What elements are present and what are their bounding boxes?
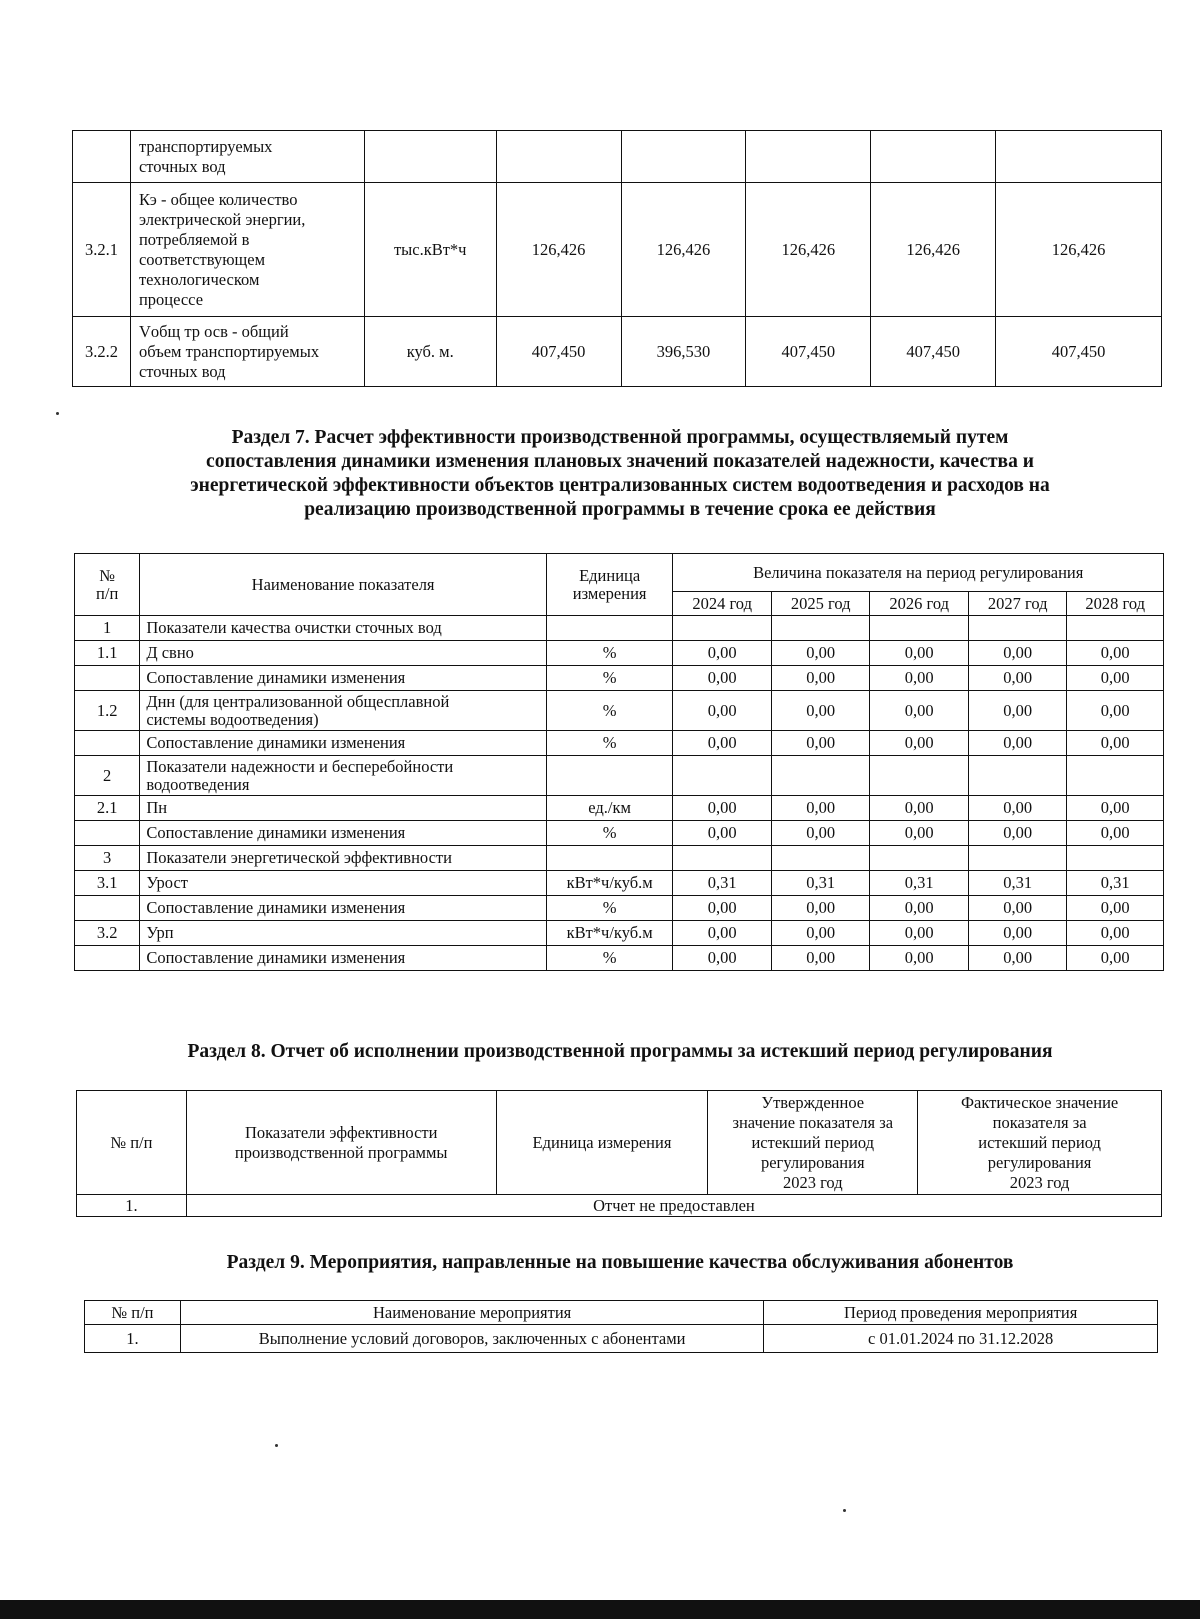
s8-header-approved-line: Утвержденное bbox=[761, 1092, 865, 1112]
row-value: 126,426 bbox=[496, 183, 621, 317]
row-unit: % bbox=[546, 731, 673, 756]
row-value bbox=[771, 846, 870, 871]
row-name bbox=[140, 921, 547, 946]
row-name-line: Показатели энергетической эффективности bbox=[146, 848, 452, 867]
row-name-line: технологическом bbox=[138, 269, 260, 289]
section7-title-line: энергетической эффективности объектов централизованных систем водоотведения и расходов на bbox=[190, 475, 1050, 496]
row-value: 0,31 bbox=[673, 871, 772, 896]
row-name bbox=[140, 641, 547, 666]
table-row bbox=[75, 731, 1164, 756]
s8-header-name bbox=[186, 1091, 496, 1195]
row-value: 0,00 bbox=[968, 666, 1067, 691]
row-value bbox=[1067, 756, 1164, 796]
row-unit: % bbox=[546, 821, 673, 846]
header-unit bbox=[546, 554, 673, 616]
row-value: 0,00 bbox=[870, 896, 969, 921]
header-year: 2027 год bbox=[968, 592, 1067, 616]
row-name bbox=[140, 731, 547, 756]
header-num-line: № bbox=[99, 565, 116, 585]
scan-edge-bar bbox=[0, 1600, 1200, 1619]
row-value: 126,426 bbox=[996, 183, 1162, 317]
row-value: 407,450 bbox=[871, 317, 996, 387]
row-value: 0,00 bbox=[771, 946, 870, 971]
row-num: 2 bbox=[75, 756, 140, 796]
section9-title: Раздел 9. Мероприятия, направленные на повышение качества обслуживания абонентов bbox=[226, 1252, 1014, 1273]
row-value bbox=[996, 131, 1162, 183]
row-num: 3.2.1 bbox=[73, 183, 131, 317]
s8-header-approved-line: 2023 год bbox=[782, 1172, 843, 1192]
table-row bbox=[75, 691, 1164, 731]
row-name-line: Показатели качества очистки сточных вод bbox=[146, 618, 442, 637]
s8-header-approved-line: истекший период bbox=[751, 1132, 875, 1152]
row-value: 407,450 bbox=[496, 317, 621, 387]
scan-speck bbox=[275, 1444, 278, 1447]
section7-table bbox=[74, 553, 1164, 971]
row-unit: кВт*ч/куб.м bbox=[546, 871, 673, 896]
header-period: Величина показателя на период регулирования bbox=[673, 554, 1164, 592]
table-row bbox=[73, 183, 1162, 317]
section8-table bbox=[76, 1090, 1162, 1217]
section9-table bbox=[84, 1300, 1158, 1353]
row-name bbox=[140, 756, 547, 796]
row-num bbox=[75, 896, 140, 921]
row-name-line: Кэ - общее количество bbox=[138, 189, 298, 209]
row-num: 3 bbox=[75, 846, 140, 871]
row-num: 3.2.2 bbox=[73, 317, 131, 387]
row-value: 0,00 bbox=[870, 731, 969, 756]
row-name-line: Сопоставление динамики изменения bbox=[146, 733, 406, 752]
row-num: 2.1 bbox=[75, 796, 140, 821]
row-num: 1.2 bbox=[75, 691, 140, 731]
row-name-line: Урп bbox=[146, 923, 174, 942]
s8-row-num: 1. bbox=[77, 1195, 187, 1217]
row-num: 1.1 bbox=[75, 641, 140, 666]
row-name bbox=[130, 183, 364, 317]
row-value: 0,00 bbox=[968, 921, 1067, 946]
row-unit bbox=[546, 756, 673, 796]
row-value: 0,00 bbox=[673, 946, 772, 971]
row-name-line: Показатели надежности и бесперебойности bbox=[146, 756, 454, 776]
row-name-line: Сопоставление динамики изменения bbox=[146, 948, 406, 967]
s8-row-text: Отчет не предоставлен bbox=[186, 1195, 1161, 1217]
table-row bbox=[75, 921, 1164, 946]
row-num bbox=[75, 946, 140, 971]
row-value bbox=[496, 131, 621, 183]
row-name-line: водоотведения bbox=[146, 774, 250, 794]
row-value: 0,31 bbox=[1067, 871, 1164, 896]
row-unit: ед./км bbox=[546, 796, 673, 821]
row-value: 0,00 bbox=[771, 821, 870, 846]
table-row bbox=[75, 616, 1164, 641]
header-year: 2024 год bbox=[673, 592, 772, 616]
row-name bbox=[130, 131, 364, 183]
row-value: 0,00 bbox=[870, 921, 969, 946]
row-value: 0,31 bbox=[870, 871, 969, 896]
s9-row-name: Выполнение условий договоров, заключенных с абонентами bbox=[180, 1325, 763, 1353]
s8-header-name-line: производственной программы bbox=[234, 1142, 448, 1162]
row-name bbox=[140, 871, 547, 896]
row-value: 0,00 bbox=[673, 796, 772, 821]
row-value: 0,00 bbox=[673, 641, 772, 666]
row-value: 0,00 bbox=[771, 666, 870, 691]
row-value: 0,00 bbox=[1067, 731, 1164, 756]
row-value bbox=[1067, 616, 1164, 641]
row-value: 0,00 bbox=[771, 691, 870, 731]
row-value: 0,00 bbox=[673, 921, 772, 946]
row-value: 126,426 bbox=[746, 183, 871, 317]
row-value: 0,00 bbox=[968, 691, 1067, 731]
row-value bbox=[870, 616, 969, 641]
s9-row-period: с 01.01.2024 по 31.12.2028 bbox=[764, 1325, 1158, 1353]
row-name bbox=[140, 896, 547, 921]
section7-title-line: сопоставления динамики изменения плановых значений показателей надежности, качества и bbox=[206, 451, 1034, 472]
s9-header-num: № п/п bbox=[85, 1301, 181, 1325]
row-name-line: потребляемой в bbox=[138, 229, 250, 249]
row-unit bbox=[546, 616, 673, 641]
section7-title-line: реализацию производственной программы в течение срока ее действия bbox=[304, 499, 936, 520]
s8-header-approved-line: регулирования bbox=[760, 1152, 865, 1172]
row-value: 0,00 bbox=[1067, 896, 1164, 921]
row-value: 0,00 bbox=[1067, 921, 1164, 946]
table-row bbox=[75, 666, 1164, 691]
section7-title bbox=[70, 426, 1170, 522]
row-name bbox=[140, 616, 547, 641]
header-name: Наименование показателя bbox=[140, 554, 547, 616]
row-name bbox=[140, 946, 547, 971]
row-unit: тыс.кВт*ч bbox=[364, 183, 496, 317]
row-value bbox=[871, 131, 996, 183]
row-value bbox=[746, 131, 871, 183]
row-value: 0,00 bbox=[673, 666, 772, 691]
row-num: 3.2 bbox=[75, 921, 140, 946]
header-unit-line: измерения bbox=[572, 583, 647, 603]
row-value: 0,00 bbox=[771, 896, 870, 921]
s8-header-actual-line: 2023 год bbox=[1009, 1172, 1070, 1192]
row-value bbox=[870, 846, 969, 871]
row-value: 0,00 bbox=[673, 731, 772, 756]
section8-title: Раздел 8. Отчет об исполнении производственной программы за истекший период регулирования bbox=[187, 1041, 1053, 1062]
row-value: 0,00 bbox=[870, 666, 969, 691]
row-value bbox=[621, 131, 746, 183]
s9-row-num: 1. bbox=[85, 1325, 181, 1353]
row-unit: % bbox=[546, 896, 673, 921]
row-value bbox=[870, 756, 969, 796]
row-value: 0,00 bbox=[870, 641, 969, 666]
row-value: 0,00 bbox=[968, 641, 1067, 666]
table-row bbox=[75, 821, 1164, 846]
row-value bbox=[771, 616, 870, 641]
row-unit: % bbox=[546, 691, 673, 731]
row-value: 126,426 bbox=[621, 183, 746, 317]
row-value: 0,31 bbox=[771, 871, 870, 896]
row-value: 0,00 bbox=[870, 821, 969, 846]
row-value: 0,00 bbox=[1067, 796, 1164, 821]
s8-header-actual-line: регулирования bbox=[987, 1152, 1092, 1172]
row-value: 0,00 bbox=[968, 731, 1067, 756]
row-name bbox=[140, 846, 547, 871]
row-value: 0,00 bbox=[870, 796, 969, 821]
row-unit bbox=[364, 131, 496, 183]
row-name bbox=[140, 666, 547, 691]
row-name-line: Урост bbox=[146, 873, 189, 892]
row-value: 407,450 bbox=[746, 317, 871, 387]
row-name-line: электрической энергии, bbox=[138, 209, 306, 229]
row-name-line: сточных вод bbox=[138, 361, 226, 381]
table-row bbox=[75, 796, 1164, 821]
row-value bbox=[968, 616, 1067, 641]
header-num bbox=[75, 554, 140, 616]
row-name-line: соответствующем bbox=[138, 249, 266, 269]
section7-table-body bbox=[75, 616, 1164, 971]
row-name-line: Д свно bbox=[146, 643, 194, 662]
s8-header-actual-line: Фактическое значение bbox=[960, 1092, 1119, 1112]
row-value: 0,00 bbox=[1067, 641, 1164, 666]
row-value: 0,00 bbox=[771, 921, 870, 946]
s8-header-approved-line: значение показателя за bbox=[732, 1112, 894, 1132]
header-year: 2025 год bbox=[771, 592, 870, 616]
row-value bbox=[771, 756, 870, 796]
row-num bbox=[75, 666, 140, 691]
row-name-line: Сопоставление динамики изменения bbox=[146, 898, 406, 917]
table-row bbox=[73, 317, 1162, 387]
row-name bbox=[140, 796, 547, 821]
s8-header-actual bbox=[918, 1091, 1162, 1195]
s8-header-actual-line: истекший период bbox=[978, 1132, 1101, 1152]
s8-header-num: № п/п bbox=[77, 1091, 187, 1195]
row-value: 0,00 bbox=[870, 691, 969, 731]
table-row bbox=[75, 871, 1164, 896]
row-unit: % bbox=[546, 666, 673, 691]
row-num bbox=[75, 821, 140, 846]
table-row bbox=[75, 946, 1164, 971]
row-value: 0,00 bbox=[870, 946, 969, 971]
row-value bbox=[673, 616, 772, 641]
s8-header-name-line: Показатели эффективности bbox=[244, 1122, 438, 1142]
section7-title-line: Раздел 7. Расчет эффективности производственной программы, осуществляемый путем bbox=[231, 427, 1009, 448]
table-row bbox=[75, 756, 1164, 796]
header-unit-line: Единица bbox=[579, 565, 641, 585]
section7-table-header bbox=[75, 554, 1164, 616]
row-unit: % bbox=[546, 946, 673, 971]
row-name-line: Vобщ тр осв - общий bbox=[138, 321, 289, 341]
row-name-line: Сопоставление динамики изменения bbox=[146, 823, 406, 842]
row-name-line: объем транспортируемых bbox=[138, 341, 320, 361]
row-value: 0,00 bbox=[771, 796, 870, 821]
row-name bbox=[140, 691, 547, 731]
row-value bbox=[968, 846, 1067, 871]
row-num bbox=[73, 131, 131, 183]
row-value: 0,00 bbox=[968, 896, 1067, 921]
row-value: 0,00 bbox=[771, 731, 870, 756]
row-name-line: Днн (для централизованной общесплавной bbox=[146, 691, 450, 711]
row-num: 1 bbox=[75, 616, 140, 641]
row-value: 0,00 bbox=[673, 691, 772, 731]
row-value: 396,530 bbox=[621, 317, 746, 387]
row-value: 0,00 bbox=[1067, 666, 1164, 691]
header-year: 2026 год bbox=[870, 592, 969, 616]
row-unit: кВт*ч/куб.м bbox=[546, 921, 673, 946]
s8-header-unit: Единица измерения bbox=[496, 1091, 708, 1195]
scan-speck bbox=[56, 412, 59, 415]
scan-speck bbox=[843, 1509, 846, 1512]
table-row bbox=[75, 641, 1164, 666]
row-value bbox=[968, 756, 1067, 796]
row-name-line: процессе bbox=[138, 289, 204, 309]
row-value: 0,00 bbox=[1067, 821, 1164, 846]
row-value bbox=[1067, 846, 1164, 871]
table-row bbox=[75, 846, 1164, 871]
row-value bbox=[673, 756, 772, 796]
row-value: 0,31 bbox=[968, 871, 1067, 896]
row-value: 0,00 bbox=[968, 946, 1067, 971]
row-num bbox=[75, 731, 140, 756]
row-name-line: системы водоотведения) bbox=[146, 709, 319, 729]
s9-header-name: Наименование мероприятия bbox=[180, 1301, 763, 1325]
row-name bbox=[140, 821, 547, 846]
row-value: 0,00 bbox=[673, 821, 772, 846]
header-num-line: п/п bbox=[96, 583, 119, 603]
table-row bbox=[75, 896, 1164, 921]
row-num: 3.1 bbox=[75, 871, 140, 896]
row-unit: куб. м. bbox=[364, 317, 496, 387]
row-value: 0,00 bbox=[1067, 946, 1164, 971]
row-value: 0,00 bbox=[968, 796, 1067, 821]
row-value: 0,00 bbox=[771, 641, 870, 666]
row-value: 126,426 bbox=[871, 183, 996, 317]
table-row bbox=[73, 131, 1162, 183]
s8-header-actual-line: показателя за bbox=[992, 1112, 1087, 1132]
row-value bbox=[673, 846, 772, 871]
continuation-table-body bbox=[73, 131, 1162, 387]
row-name bbox=[130, 317, 364, 387]
row-name-line: Пн bbox=[146, 798, 168, 817]
header-year: 2028 год bbox=[1067, 592, 1164, 616]
s8-header-approved bbox=[708, 1091, 918, 1195]
row-value: 407,450 bbox=[996, 317, 1162, 387]
row-name-line: сточных вод bbox=[138, 156, 226, 176]
row-name-line: Сопоставление динамики изменения bbox=[146, 668, 406, 687]
s9-header-period: Период проведения мероприятия bbox=[764, 1301, 1158, 1325]
row-unit: % bbox=[546, 641, 673, 666]
row-name-line: транспортируемых bbox=[138, 136, 273, 156]
continuation-table bbox=[72, 130, 1162, 387]
row-unit bbox=[546, 846, 673, 871]
row-value: 0,00 bbox=[968, 821, 1067, 846]
row-value: 0,00 bbox=[1067, 691, 1164, 731]
row-value: 0,00 bbox=[673, 896, 772, 921]
